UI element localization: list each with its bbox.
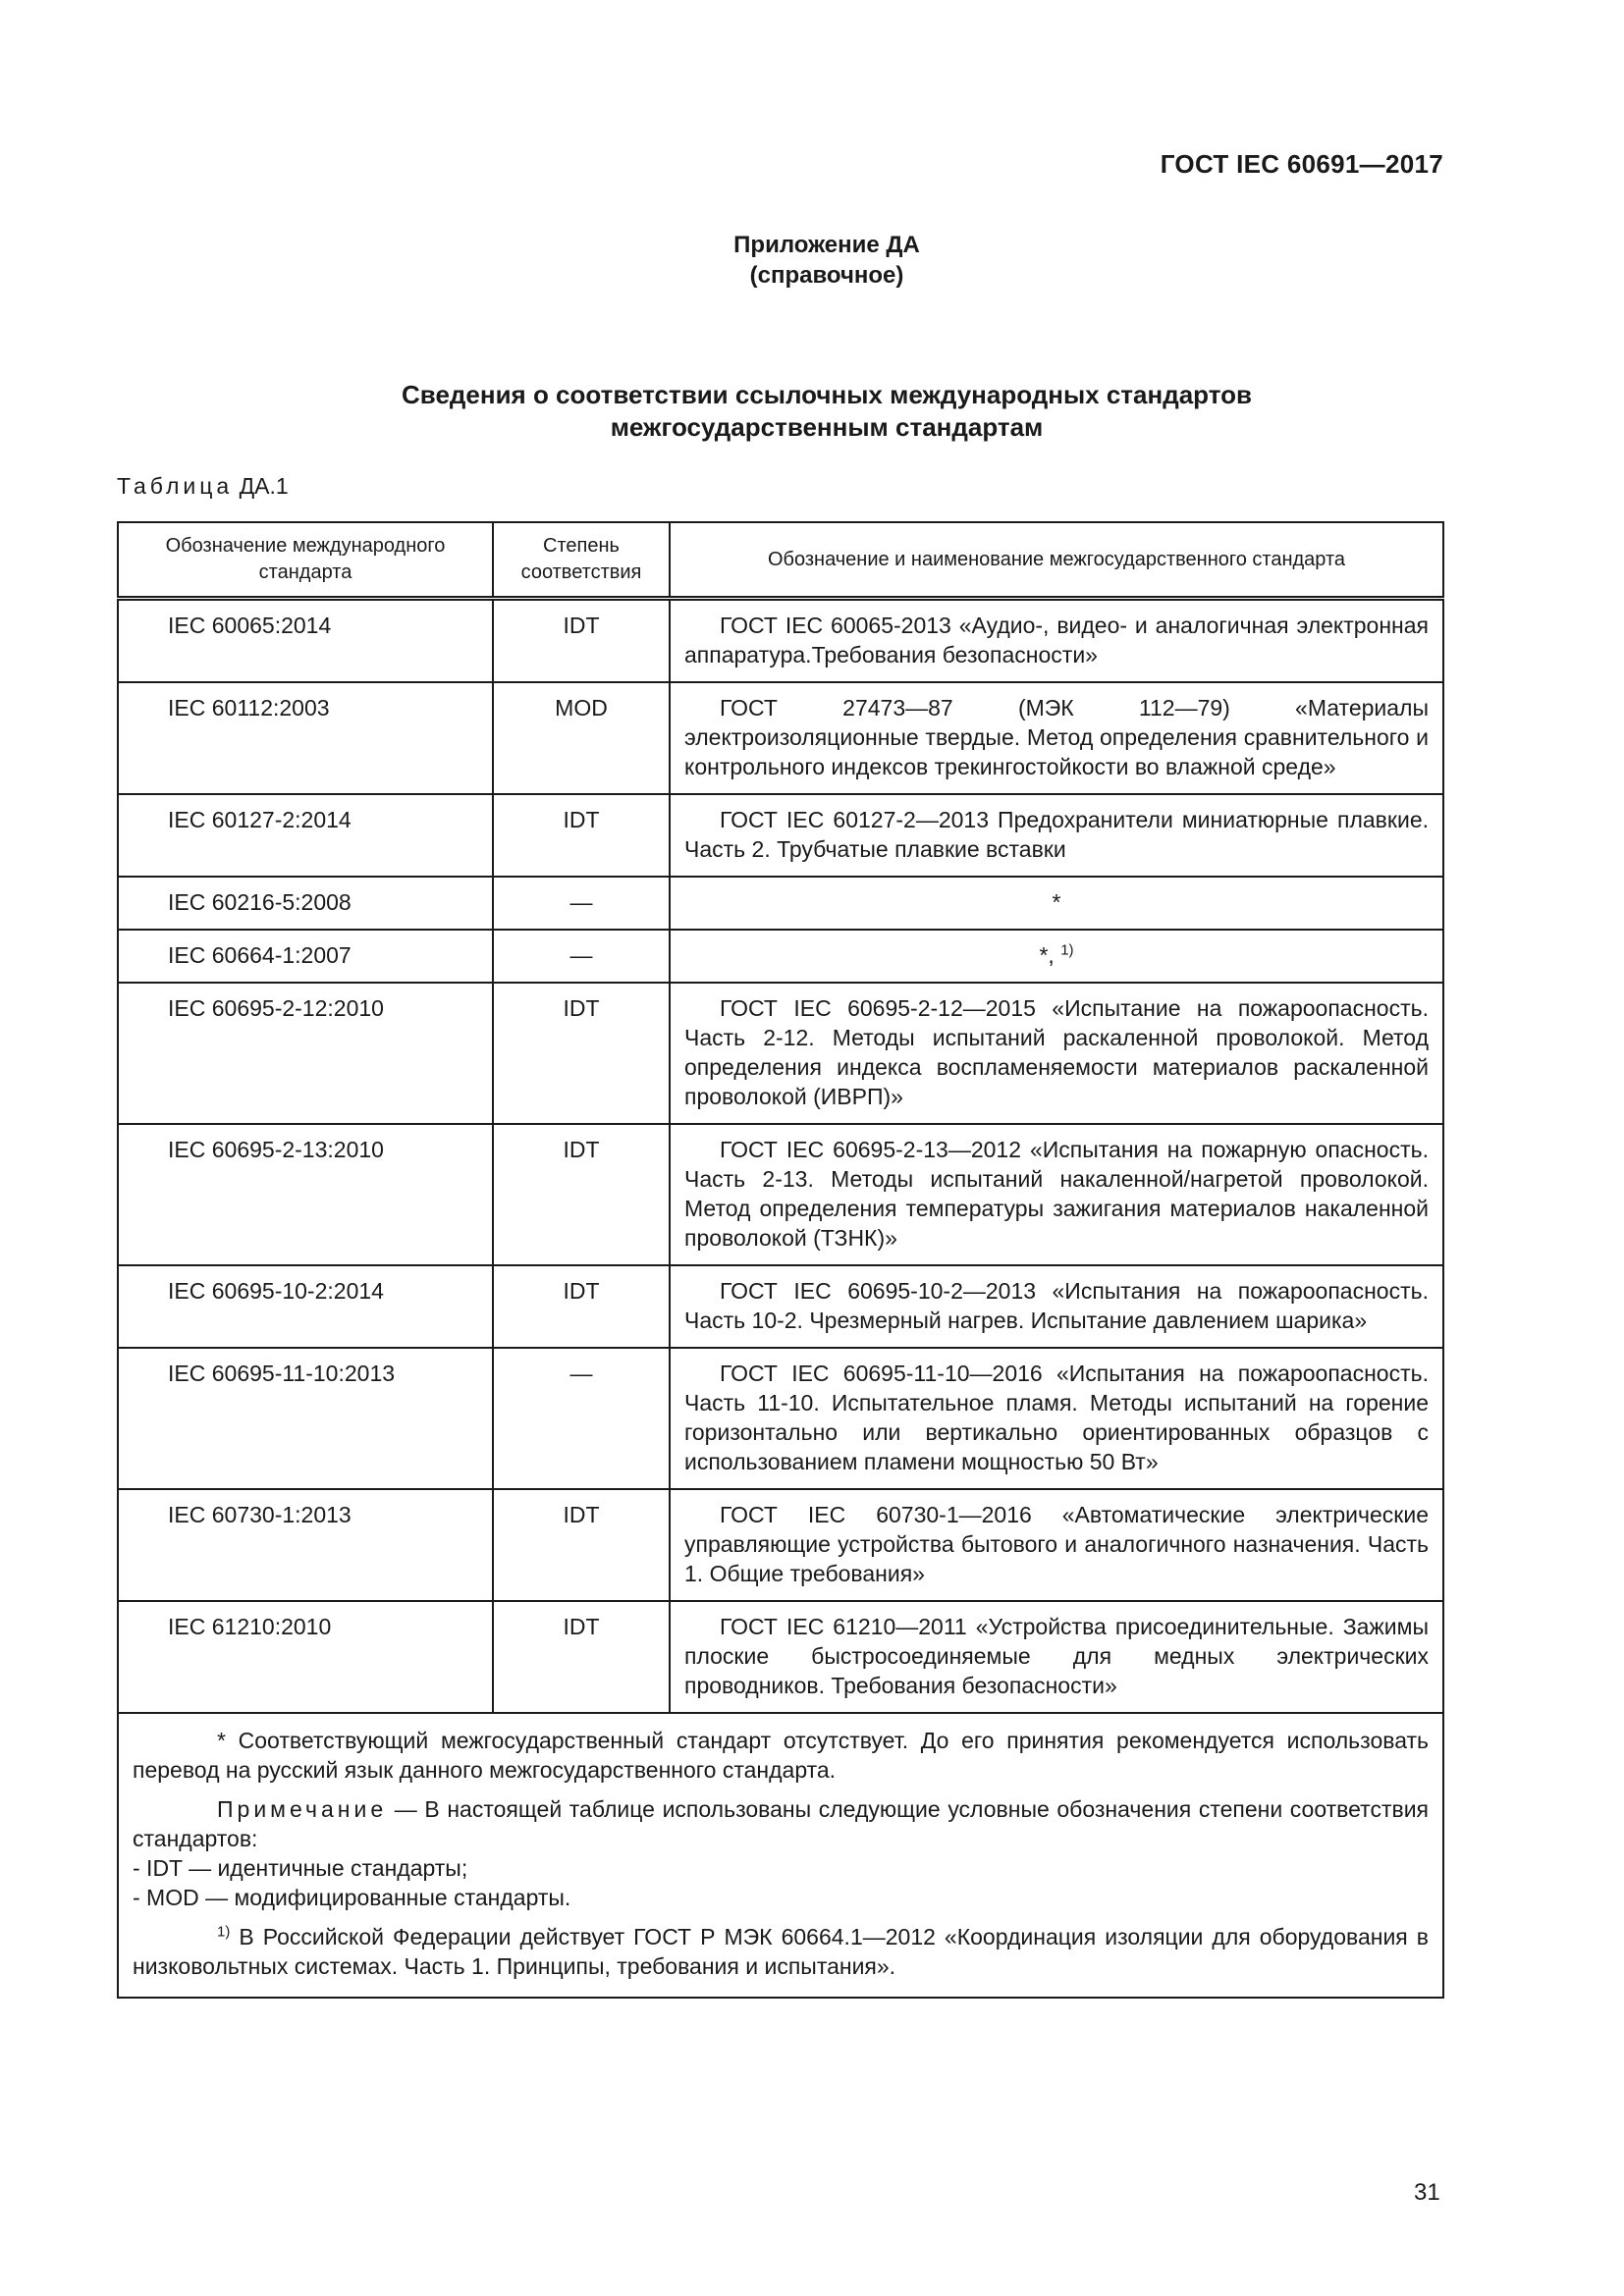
- interstate-standard-cell: [670, 599, 1443, 683]
- page-number: 31: [1414, 2179, 1440, 2206]
- table-caption: [117, 473, 289, 500]
- table-header-row: [118, 522, 1443, 599]
- table-row: [118, 1124, 1443, 1265]
- table-row: [118, 983, 1443, 1124]
- interstate-standard-cell: *: [670, 877, 1443, 930]
- footnote-ref: 1): [1060, 941, 1074, 959]
- degree-cell: IDT: [493, 983, 670, 1124]
- interstate-standard-cell: [670, 1348, 1443, 1489]
- table-row: [118, 682, 1443, 794]
- degree-cell: MOD: [493, 682, 670, 794]
- interstate-standard-cell: [670, 1124, 1443, 1265]
- table-row: [118, 794, 1443, 877]
- interstate-standard-cell: [670, 1265, 1443, 1348]
- degree-cell: —: [493, 1348, 670, 1489]
- interstate-standard-cell: [670, 682, 1443, 794]
- asterisk-note: * Соответствующий межгосударственный стандарт отсутствует. До его принятия рекомендуется использовать перевод на русский язык данного межгосударственного стандарта.: [133, 1728, 1429, 1783]
- international-standard-cell: IEC 60695-11-10:2013: [118, 1348, 493, 1489]
- interstate-standard-cell: [670, 794, 1443, 877]
- interstate-standard-cell: [670, 983, 1443, 1124]
- interstate-standard-text: ГОСТ IEC 60065-2013 «Аудио-, видео- и аналогичная электронная аппаратура.Требования безопасности»: [684, 613, 1429, 667]
- interstate-standard-text: ГОСТ IEC 60695-2-13—2012 «Испытания на пожарную опасность. Часть 2-13. Методы испытаний накаленной/нагретой проволокой. Метод определения температуры зажигания материалов накаленной проволокой (ТЗНК)»: [684, 1137, 1429, 1251]
- column-header-international-standard: Обозначение международного стандарта: [118, 522, 493, 599]
- table-row: [118, 599, 1443, 683]
- table-row: [118, 1601, 1443, 1713]
- international-standard-cell: IEC 60695-10-2:2014: [118, 1265, 493, 1348]
- table-notes-row: [118, 1713, 1443, 1998]
- interstate-standard-text: ГОСТ IEC 60695-11-10—2016 «Испытания на пожароопасность. Часть 11-10. Испытательное пламя. Методы испытаний на горение горизонтально или вертикально ориентированных образцов с использованием пламени мощностью 50 Вт»: [684, 1361, 1429, 1474]
- annex-title: Приложение ДА: [733, 232, 920, 258]
- interstate-standard-text: ГОСТ IEC 60695-10-2—2013 «Испытания на пожароопасность. Часть 10-2. Чрезмерный нагрев. Испытание давлением шарика»: [684, 1278, 1429, 1333]
- table-row: [118, 1489, 1443, 1601]
- interstate-standard-text: ГОСТ IEC 60127-2—2013 Предохранители миниатюрные плавкие. Часть 2. Трубчатые плавкие вставки: [684, 807, 1429, 862]
- degree-cell: —: [493, 877, 670, 930]
- degree-cell: IDT: [493, 1124, 670, 1265]
- table-caption-id: ДА.1: [239, 473, 289, 499]
- table-notes: [118, 1713, 1443, 1998]
- interstate-standard-text: *,: [1039, 942, 1061, 968]
- table-caption-word: Таблица: [117, 473, 234, 499]
- international-standard-cell: IEC 60112:2003: [118, 682, 493, 794]
- interstate-standard-cell: [670, 930, 1443, 983]
- international-standard-cell: IEC 60695-2-13:2010: [118, 1124, 493, 1265]
- section-title-line2: межгосударственным стандартам: [610, 412, 1044, 442]
- correspondence-table: [117, 521, 1444, 1999]
- international-standard-cell: IEC 60216-5:2008: [118, 877, 493, 930]
- interstate-standard-text: ГОСТ IEC 60695-2-12—2015 «Испытание на пожароопасность. Часть 2-12. Методы испытаний раскаленной проволокой. Метод определения индекса воспламеняемости материалов раскаленной проволокой (ИВРП)»: [684, 995, 1429, 1109]
- international-standard-cell: IEC 60127-2:2014: [118, 794, 493, 877]
- degree-cell: IDT: [493, 1601, 670, 1713]
- note-word: Примечание: [217, 1796, 388, 1822]
- section-title: [0, 379, 1624, 444]
- annex-heading: [0, 230, 1624, 291]
- table-row: [118, 1265, 1443, 1348]
- annex-subtitle: (справочное): [749, 262, 904, 289]
- legend-mod: - MOD — модифицированные стандарты.: [133, 1885, 571, 1910]
- section-title-line1: Сведения о соответствии ссылочных международных стандартов: [402, 380, 1252, 409]
- note-paragraph: [133, 1794, 1429, 1912]
- interstate-standard-text: ГОСТ IEC 60730-1—2016 «Автоматические электрические управляющие устройства бытового и аналогичного назначения. Часть 1. Общие требования»: [684, 1502, 1429, 1586]
- document-code: ГОСТ IEC 60691—2017: [1160, 149, 1443, 179]
- degree-cell: —: [493, 930, 670, 983]
- degree-cell: IDT: [493, 1265, 670, 1348]
- column-header-degree: Степень соответствия: [493, 522, 670, 599]
- interstate-standard-cell: [670, 1489, 1443, 1601]
- table-row: [118, 930, 1443, 983]
- degree-cell: IDT: [493, 794, 670, 877]
- degree-cell: IDT: [493, 1489, 670, 1601]
- footnote: [133, 1922, 1429, 1981]
- international-standard-cell: IEC 61210:2010: [118, 1601, 493, 1713]
- international-standard-cell: IEC 60664-1:2007: [118, 930, 493, 983]
- interstate-standard-text: ГОСТ IEC 61210—2011 «Устройства присоединительные. Зажимы плоские быстросоединяемые для медных электрических проводников. Требования безопасности»: [684, 1614, 1429, 1698]
- degree-cell: IDT: [493, 599, 670, 683]
- legend-idt: - IDT — идентичные стандарты;: [133, 1855, 468, 1881]
- international-standard-cell: IEC 60730-1:2013: [118, 1489, 493, 1601]
- footnote-text: В Российской Федерации действует ГОСТ Р МЭК 60664.1—2012 «Координация изоляции для оборудования в низковольтных системах. Часть 1. Принципы, требования и испытания».: [133, 1924, 1429, 1979]
- column-header-interstate-standard: Обозначение и наименование межгосударственного стандарта: [670, 522, 1443, 599]
- footnote-mark: 1): [217, 1923, 231, 1941]
- table-row: [118, 877, 1443, 930]
- interstate-standard-text: ГОСТ 27473—87 (МЭК 112—79) «Материалы электроизоляционные твердые. Метод определения сравнительного и контрольного индексов трекингостойкости во влажной среде»: [684, 695, 1429, 779]
- note-text: — В настоящей таблице использованы следующие условные обозначения степени соответствия стандартов:: [133, 1796, 1429, 1851]
- international-standard-cell: IEC 60065:2014: [118, 599, 493, 683]
- international-standard-cell: IEC 60695-2-12:2010: [118, 983, 493, 1124]
- interstate-standard-cell: [670, 1601, 1443, 1713]
- table-row: [118, 1348, 1443, 1489]
